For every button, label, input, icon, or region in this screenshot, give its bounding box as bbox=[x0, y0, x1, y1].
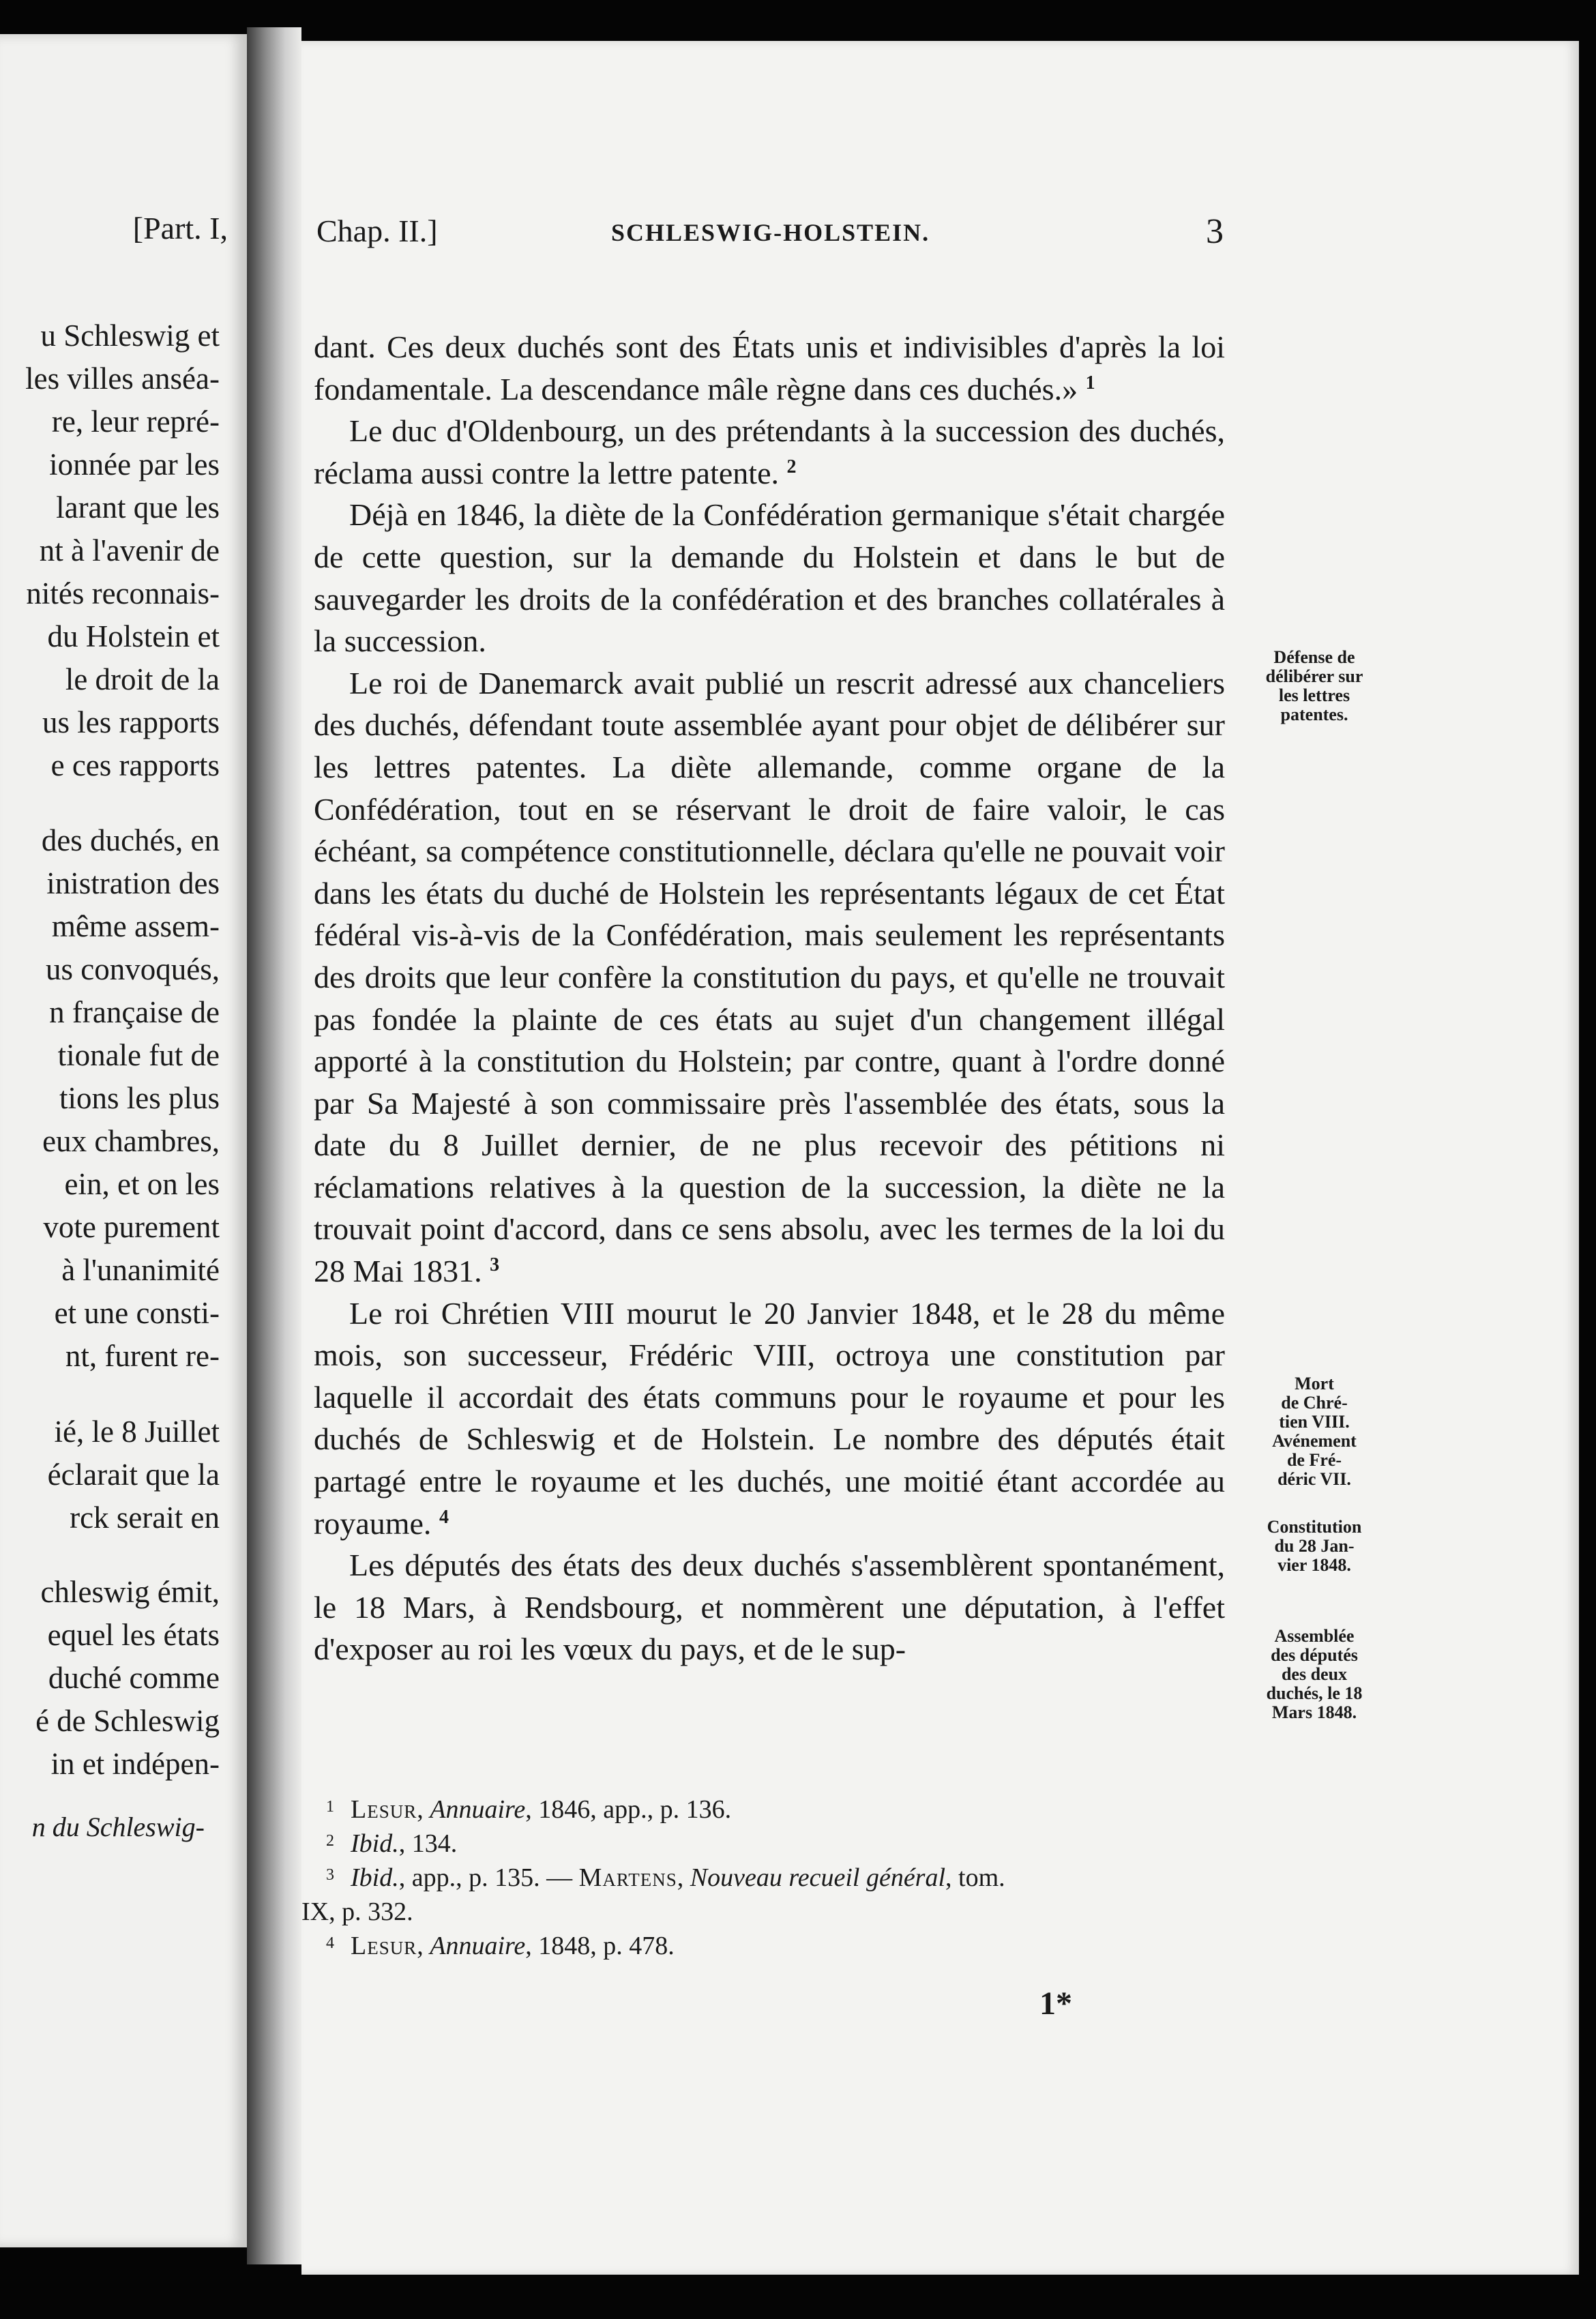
left-page-line: nt, furent re- bbox=[65, 1339, 220, 1373]
left-page-line: us les rapports bbox=[42, 705, 220, 739]
footnote bbox=[301, 1792, 1215, 1827]
margin-note-line: les lettres bbox=[1278, 685, 1350, 705]
left-page-line: larant que les bbox=[56, 490, 220, 525]
margin-note-line: duchés, le 18 bbox=[1266, 1683, 1363, 1703]
chapter-label: Chap. II.] bbox=[316, 213, 438, 248]
margin-note-line: des deux bbox=[1281, 1664, 1348, 1684]
book-page bbox=[301, 41, 1579, 2275]
running-head bbox=[301, 213, 1579, 261]
left-page-line: u Schleswig et bbox=[40, 319, 220, 353]
left-page-line: é de Schleswig bbox=[35, 1704, 220, 1738]
footnote-author: Lesur bbox=[351, 1932, 417, 1960]
paragraph-text: Le roi de Danemarck avait publié un rescrit adressé aux chanceliers des duchés, défendant toute assemblée ayant pour objet de délibérer sur les lettres patentes. La diète allemande, comme organe de la Confédération, tout en se réservant le droit de faire valoir, le cas échéant, sa compétence constitutionnelle, déclara qu'elle ne pouvait voir dans les états du duché de Holstein les représentants légaux de cet État fédéral vis-à-vis de la Confédération, mais seulement les représentants des droits que leur confère la constitution du pays, et qu'elle ne trouvait pas fondée la plainte de ces états au sujet d'un changement illégal apporté à la constitution du Holstein; par contre, quant à l'ordre donné par Sa Majesté à son commissaire près l'assemblée des états, sous la date du 8 Juillet dernier, de ne plus recevoir des pétitions ni réclamations relatives à la question de la succession, la diète ne la trouvait point d'accord, dans ce sens absolu, avec les termes de la loi du 28 Mai 1831. bbox=[314, 665, 1225, 1289]
paragraph bbox=[314, 410, 1225, 494]
margin-note-line: de Fré- bbox=[1286, 1450, 1342, 1470]
left-page-line: à l'unanimité bbox=[61, 1253, 220, 1287]
left-facing-page bbox=[0, 34, 247, 2247]
margin-note-line: du 28 Jan- bbox=[1274, 1536, 1355, 1556]
margin-note-line: des députés bbox=[1271, 1645, 1358, 1665]
left-page-line: des duchés, en bbox=[41, 823, 220, 857]
footnote-ref: 3 bbox=[490, 1254, 500, 1276]
footnote-ref: 4 bbox=[439, 1506, 449, 1528]
left-page-line: du Holstein et bbox=[47, 619, 220, 653]
left-page-line: n française de bbox=[49, 995, 220, 1029]
paragraph bbox=[314, 1544, 1225, 1670]
footnote-ref: 2 bbox=[786, 456, 797, 477]
margin-note-line: de Chré- bbox=[1281, 1393, 1348, 1413]
margin-note-line: délibérer sur bbox=[1265, 666, 1363, 686]
left-page-line: e ces rapports bbox=[50, 748, 220, 782]
left-page-line: ein, et on les bbox=[64, 1167, 220, 1201]
left-running-head: [Part. I, bbox=[132, 211, 228, 246]
margin-note-line: Défense de bbox=[1273, 647, 1355, 667]
footnote bbox=[301, 1827, 1215, 1861]
left-page-line: chleswig émit, bbox=[40, 1575, 220, 1609]
left-page-line: rck serait en bbox=[70, 1501, 220, 1535]
paragraph-text: dant. Ces deux duchés sont des États unis et indivisibles d'après la loi fondamentale. La descendance mâle règne dans ces duchés.» bbox=[314, 329, 1225, 407]
footnote-ref-text: , 1848, p. 478. bbox=[525, 1932, 675, 1960]
left-page-line: duché comme bbox=[48, 1661, 220, 1695]
left-page-line: éclarait que la bbox=[47, 1458, 220, 1492]
paragraph-text: Les députés des états des deux duchés s'assemblèrent spontanément, le 18 Mars, à Rendsbourg, et nommèrent une députation, à l'effet d'exposer au roi les vœux du pays, et de le sup- bbox=[314, 1548, 1225, 1667]
signature-mark: 1* bbox=[1039, 1985, 1072, 2022]
paragraph bbox=[314, 326, 1225, 410]
footnotes bbox=[301, 1792, 1215, 1963]
left-page-line: tionale fut de bbox=[57, 1038, 220, 1072]
left-page-line: tions les plus bbox=[59, 1081, 220, 1115]
page-number: 3 bbox=[1206, 212, 1224, 251]
book-gutter bbox=[247, 27, 301, 2264]
footnote-work: Annuaire bbox=[430, 1932, 526, 1960]
footnote-continuation: IX, p. 332. bbox=[301, 1897, 413, 1926]
footnote-author: Martens bbox=[578, 1863, 677, 1892]
margin-note-line: déric VII. bbox=[1277, 1469, 1351, 1489]
left-page-line: equel les états bbox=[47, 1618, 220, 1652]
footnote-ref-text: , 1846, app., p. 136. bbox=[525, 1795, 732, 1824]
footnote: 3 Ibid., app., p. 135. — Martens, Nouveau recueil général, tom. IX, p. 332. bbox=[301, 1861, 1215, 1929]
left-footnote-fragment: n du Schleswig- bbox=[31, 1812, 205, 1842]
left-page-line: nités reconnais- bbox=[26, 576, 220, 610]
left-page-line: même assem- bbox=[51, 909, 220, 943]
margin-note-line: vier 1848. bbox=[1277, 1555, 1351, 1575]
footnote-ref-text: , tom. bbox=[945, 1863, 1005, 1892]
margin-note-line: Mort bbox=[1295, 1374, 1334, 1393]
margin-note-line: Avénement bbox=[1272, 1431, 1357, 1451]
left-page-line: eux chambres, bbox=[42, 1124, 220, 1158]
paragraph-text: Le roi Chrétien VIII mourut le 20 Janvier 1848, et le 28 du même mois, son successeur, Frédéric VIII, octroya une constitution par laquelle il accordait des états communs pour le royaume et pour les duchés de Schleswig et de Holstein. Le nombre des députés était partagé entre le royaume et les duchés, une moitié étant accordée au royaume. bbox=[314, 1295, 1225, 1541]
left-page-line: ié, le 8 Juillet bbox=[54, 1415, 220, 1449]
margin-note-death bbox=[1236, 1374, 1393, 1489]
left-page-line: les villes anséa- bbox=[25, 361, 220, 396]
left-page-line: ionnée par les bbox=[49, 447, 220, 482]
footnote-separator: , bbox=[417, 1795, 430, 1824]
paragraph bbox=[314, 662, 1225, 1293]
margin-note-line: patentes. bbox=[1280, 705, 1348, 724]
footnote-number: 4 bbox=[326, 1934, 334, 1952]
left-page-line: vote purement bbox=[43, 1210, 220, 1244]
paragraph bbox=[314, 494, 1225, 662]
margin-note-constitution bbox=[1236, 1518, 1393, 1575]
footnote-ref: 1 bbox=[1085, 372, 1095, 394]
margin-note-line: tien VIII. bbox=[1279, 1412, 1350, 1432]
footnote-ref-text: , app., p. 135. — bbox=[398, 1863, 579, 1892]
margin-note-line: Constitution bbox=[1267, 1517, 1362, 1537]
left-page-line: inistration des bbox=[46, 866, 220, 900]
footnote-work: Ibid. bbox=[351, 1863, 399, 1892]
footnote-ref-text: , 134. bbox=[398, 1829, 458, 1858]
footnote-work: Ibid. bbox=[351, 1829, 399, 1858]
footnote-author: Lesur bbox=[351, 1795, 417, 1824]
margin-note-defense bbox=[1236, 648, 1393, 724]
left-page-line: us convoqués, bbox=[46, 952, 220, 986]
footnote-work: Annuaire bbox=[430, 1795, 526, 1824]
left-page-line: nt à l'avenir de bbox=[39, 533, 220, 567]
margin-note-line: Mars 1848. bbox=[1271, 1702, 1357, 1722]
left-page-line: in et indépen- bbox=[50, 1747, 220, 1781]
footnote-number: 3 bbox=[326, 1866, 334, 1884]
footnote-number: 1 bbox=[326, 1798, 334, 1816]
footnote-separator: , bbox=[417, 1932, 430, 1960]
paragraph-text: Le duc d'Oldenbourg, un des prétendants à la succession des duchés, réclama aussi contre la lettre patente. bbox=[314, 413, 1225, 490]
footnote-number: 2 bbox=[326, 1832, 334, 1850]
left-page-line: re, leur repré- bbox=[51, 404, 220, 439]
footnote-work: Nouveau recueil général bbox=[690, 1863, 946, 1892]
paragraph-text: Déjà en 1846, la diète de la Confédération germanique s'était chargée de cette question, sur la demande du Holstein et dans le but de sauvegarder les droits de la confédération et des branches collatérales à la succession. bbox=[314, 497, 1225, 659]
left-page-line: le droit de la bbox=[65, 662, 220, 696]
margin-note-assembly bbox=[1236, 1627, 1393, 1722]
body-text bbox=[314, 326, 1225, 1670]
footnote bbox=[301, 1929, 1215, 1963]
paragraph bbox=[314, 1293, 1225, 1545]
running-title: SCHLESWIG-HOLSTEIN. bbox=[611, 219, 930, 246]
left-page-line: et une consti- bbox=[54, 1296, 220, 1330]
margin-note-line: Assemblée bbox=[1274, 1626, 1355, 1646]
